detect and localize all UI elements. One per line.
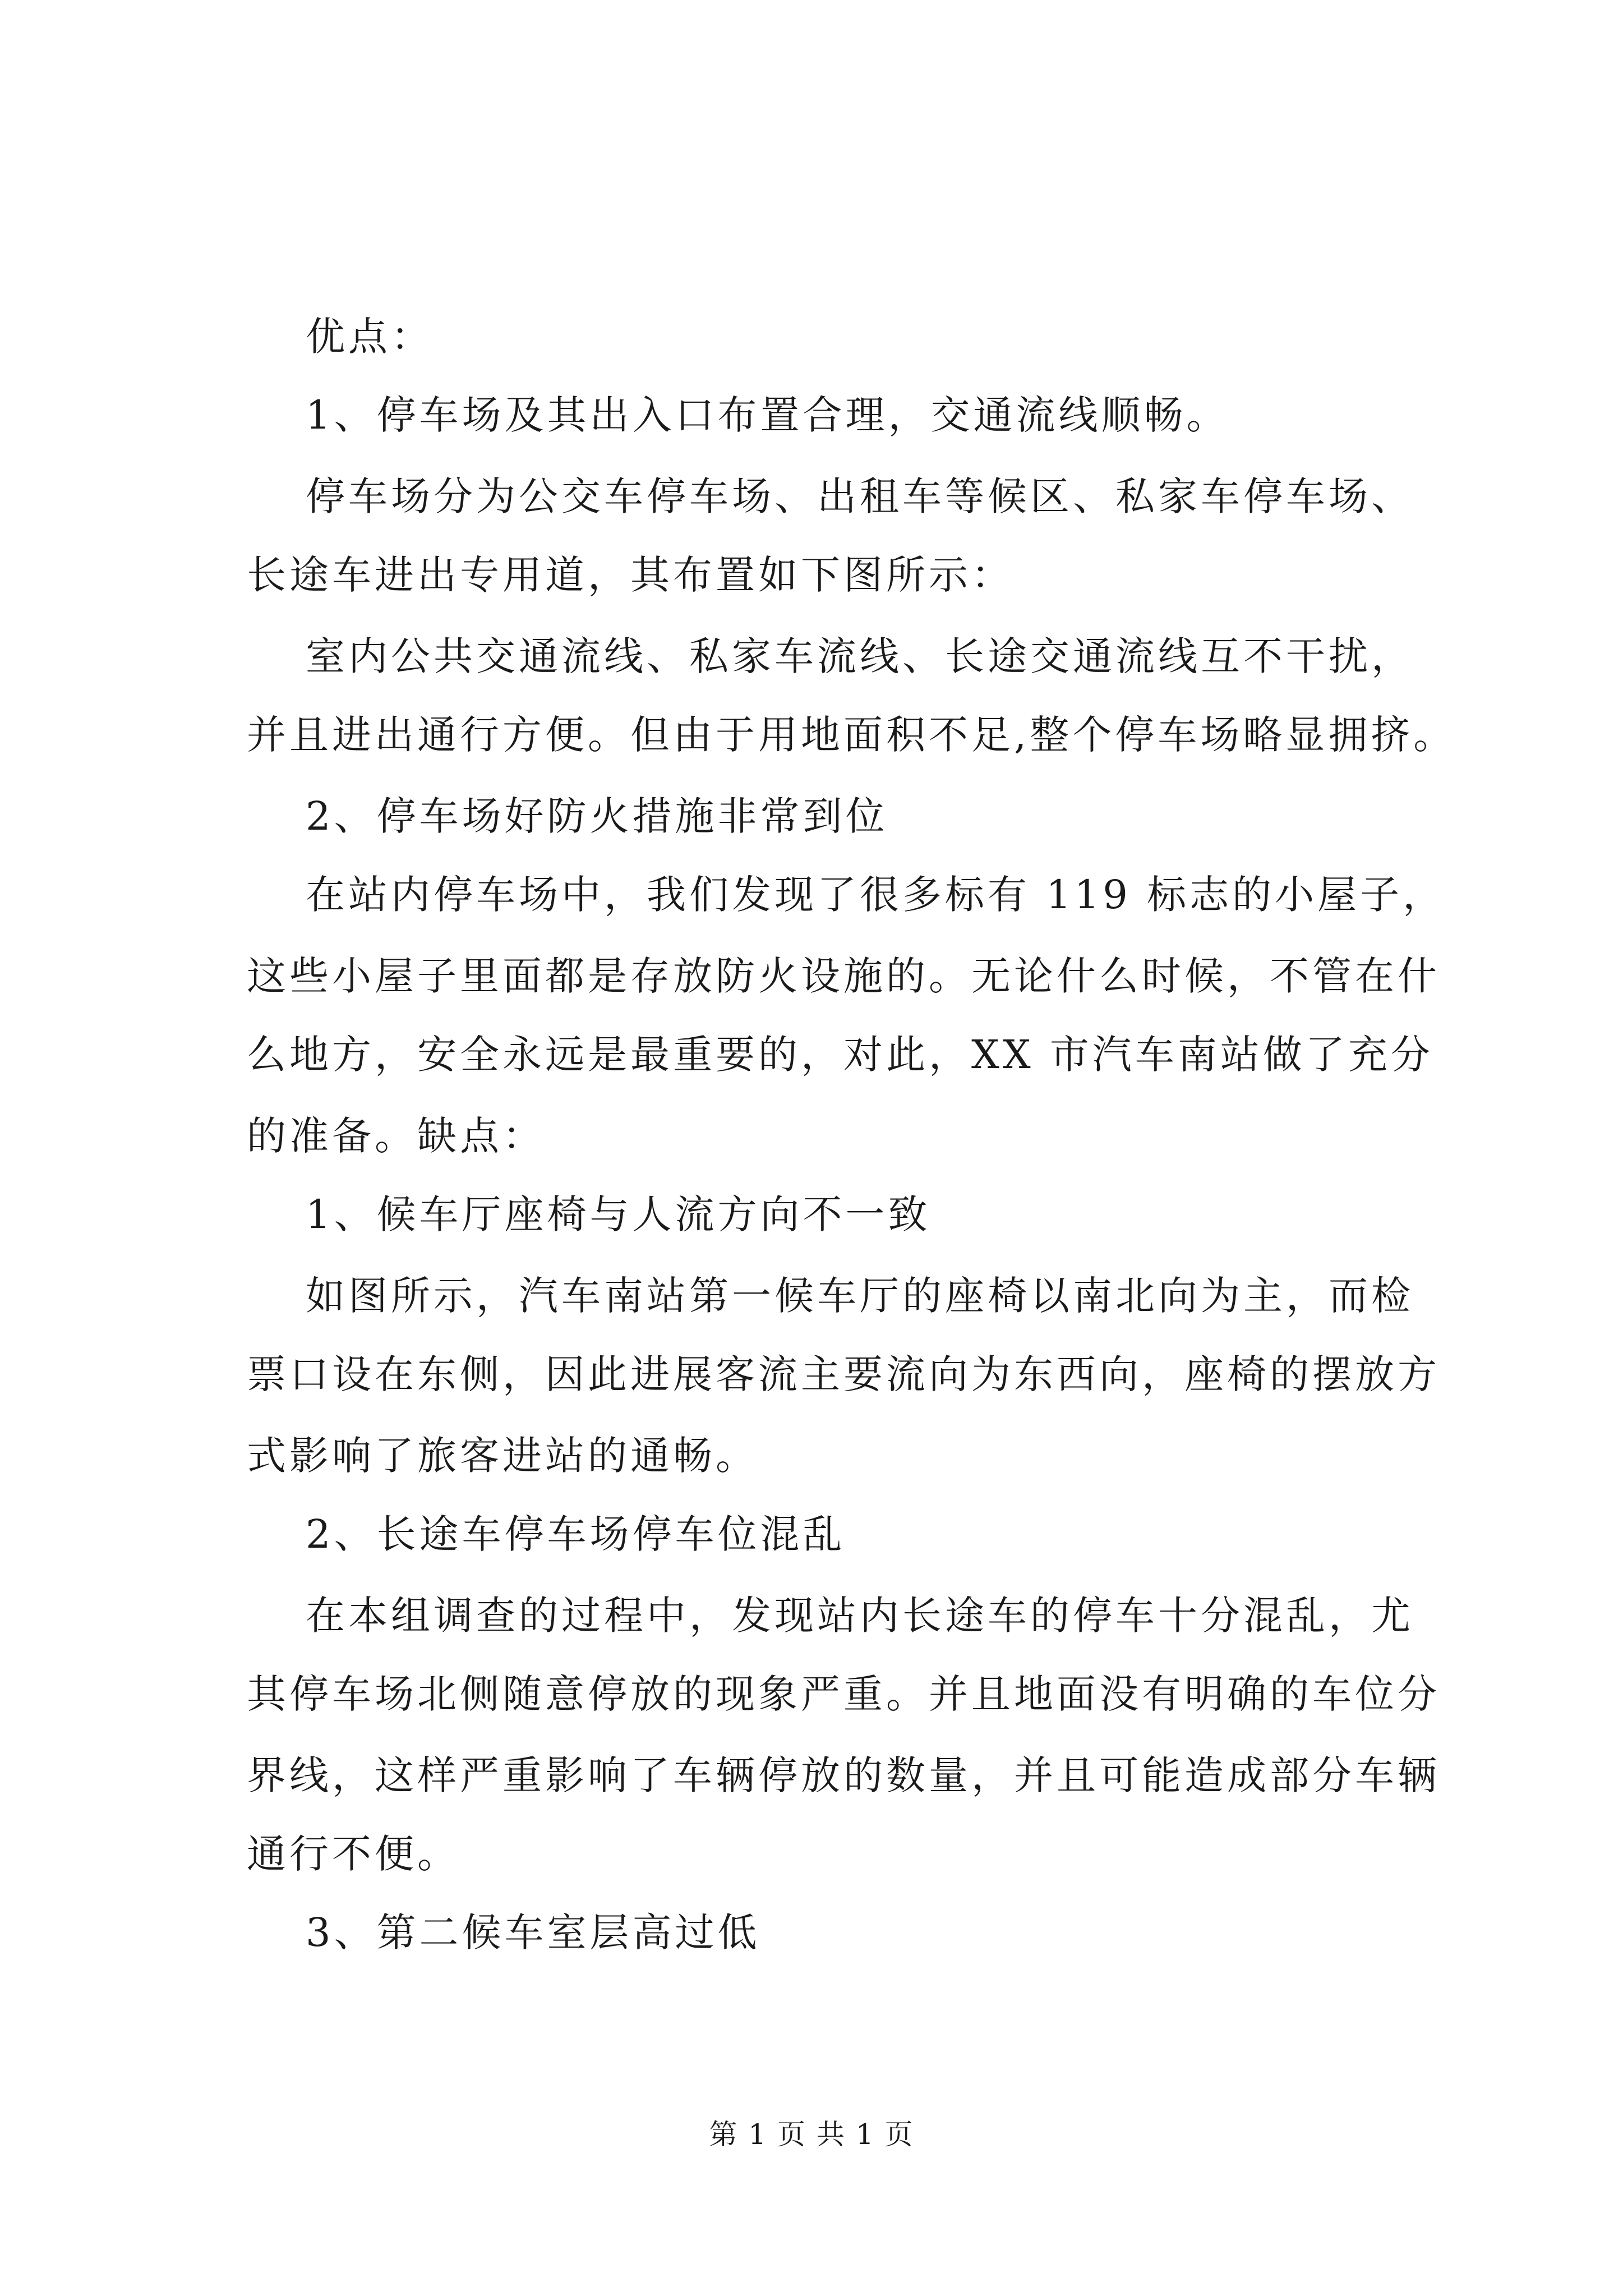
- paragraph-line: 这些小屋子里面都是存放防火设施的。无论什么时候，不管在什: [247, 953, 1440, 999]
- paragraph-line: 停车场分为公交车停车场、出租车等候区、私家车停车场、: [306, 473, 1414, 519]
- advantage-1-heading: 1、停车场及其出入口布置合理，交通流线顺畅。: [306, 392, 1229, 438]
- paragraph-line: 式影响了旅客进站的通畅。: [247, 1433, 758, 1479]
- advantage-2-heading: 2、停车场好防火措施非常到位: [306, 793, 888, 839]
- paragraph-line: 室内公共交通流线、私家车流线、长途交通流线互不干扰，: [306, 633, 1414, 679]
- paragraph-line: 其停车场北侧随意停放的现象严重。并且地面没有明确的车位分: [247, 1671, 1440, 1717]
- paragraph-line: 在站内停车场中，我们发现了很多标有 119 标志的小屋子，: [306, 872, 1446, 918]
- paragraph-line: 界线，这样严重影响了车辆停放的数量，并且可能造成部分车辆: [247, 1752, 1440, 1798]
- page-number-footer: 第 1 页 共 1 页: [709, 2118, 914, 2151]
- heading-advantages: 优点：: [306, 314, 434, 360]
- paragraph-line: 票口设在东侧，因此进展客流主要流向为东西向，座椅的摆放方: [247, 1351, 1440, 1397]
- disadvantage-2-heading: 2、长途车停车场停车位混乱: [306, 1511, 846, 1557]
- disadvantage-1-heading: 1、候车厅座椅与人流方向不一致: [306, 1191, 931, 1237]
- disadvantage-3-heading: 3、第二候车室层高过低: [306, 1910, 760, 1955]
- paragraph-line: 如图所示，汽车南站第一候车厅的座椅以南北向为主，而检: [306, 1273, 1414, 1319]
- paragraph-line: 通行不便。: [247, 1831, 460, 1877]
- paragraph-line: 长途车进出专用道，其布置如下图所示：: [247, 552, 1014, 598]
- paragraph-line: 并且进出通行方便。但由于用地面积不足,整个停车场略显拥挤。: [247, 712, 1456, 758]
- paragraph-line: 么地方，安全永远是最重要的，对此，XX 市汽车南站做了充分: [247, 1032, 1433, 1078]
- paragraph-line: 的准备。缺点：: [247, 1113, 545, 1159]
- paragraph-line: 在本组调查的过程中，发现站内长途车的停车十分混乱，尤: [306, 1593, 1414, 1639]
